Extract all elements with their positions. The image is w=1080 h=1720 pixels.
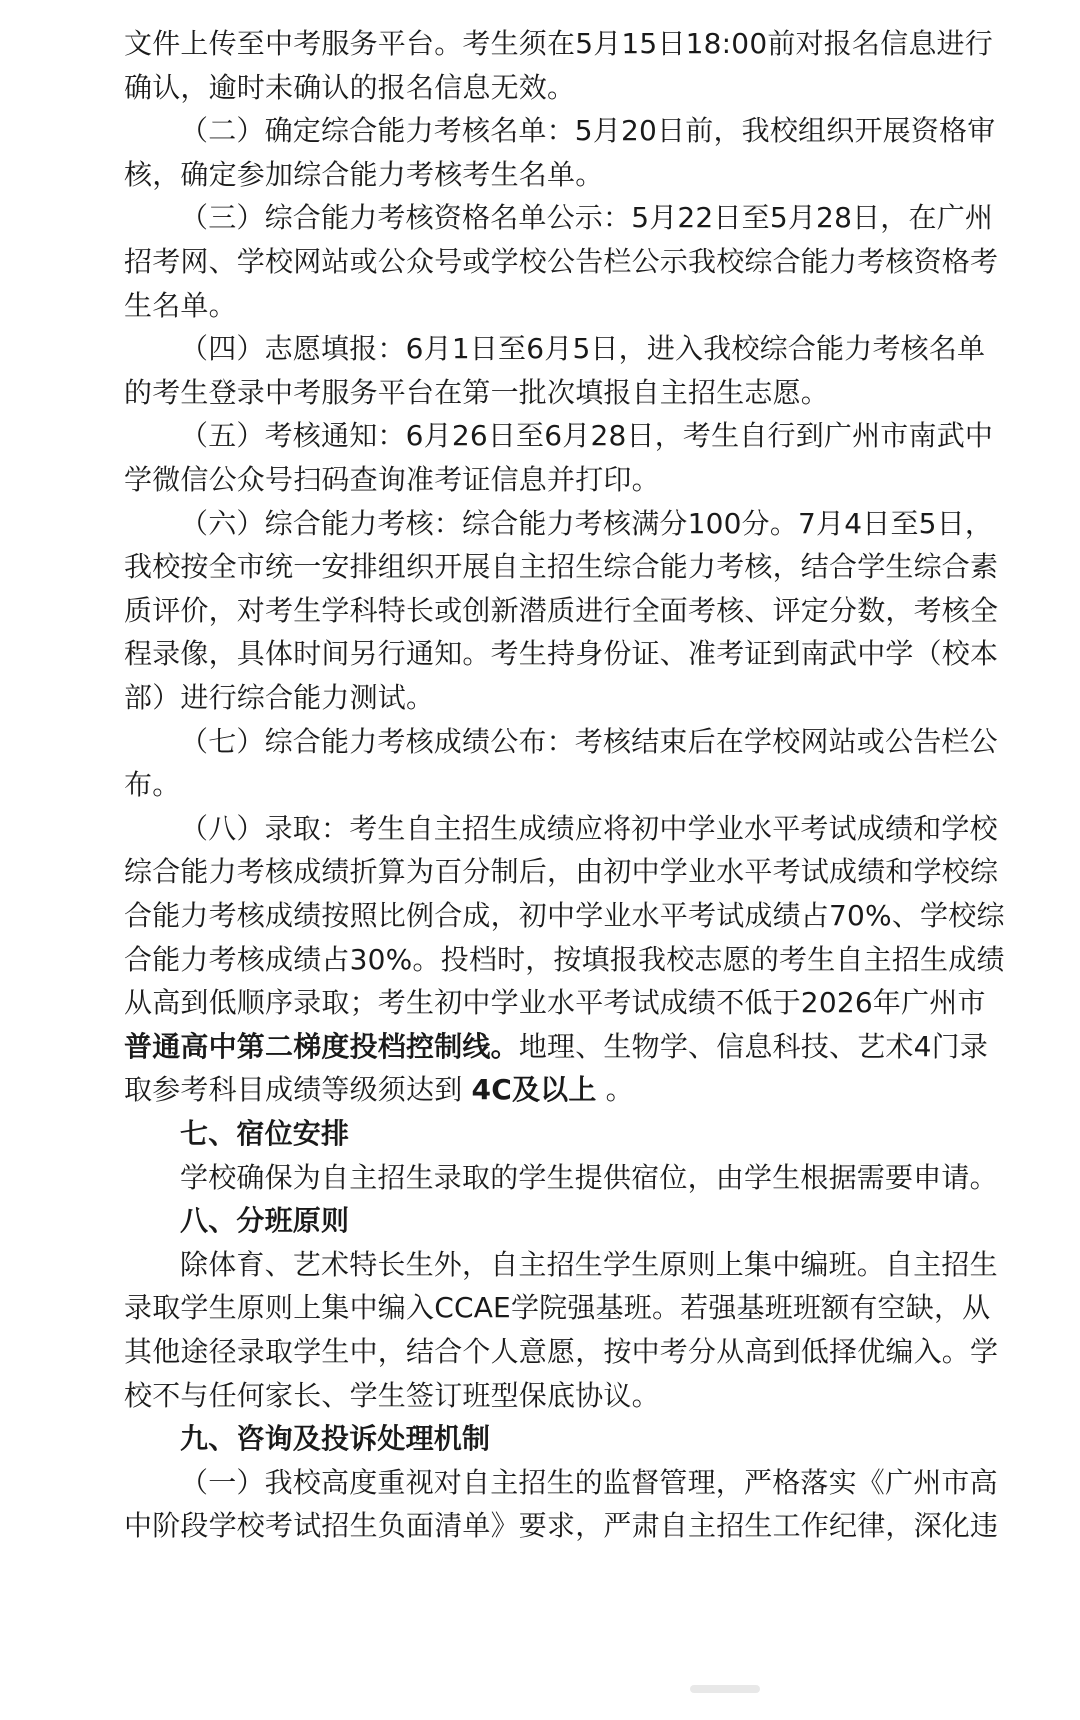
section-heading: 七、宿位安排 [180, 1117, 350, 1150]
text-line: （六）综合能力考核：综合能力考核满分100分。7月4日至5日， [180, 506, 994, 540]
text-line: 程录像，具体时间另行通知。考生持身份证、准考证到南武中学（校本 [124, 637, 999, 671]
text-line: 的考生登录中考服务平台在第一批次填报自主招生志愿。 [124, 375, 830, 409]
text-line: 确认，逾时未确认的报名信息无效。 [124, 70, 576, 104]
text-line: 录取学生原则上集中编入CCAE学院强基班。若强基班班额有空缺，从 [124, 1291, 991, 1325]
text-line: （一）我校高度重视对自主招生的监督管理，严格落实《广州市高 [180, 1465, 998, 1499]
text-line: （四）志愿填报：6月1日至6月5日，进入我校综合能力考核名单 [180, 332, 986, 366]
text-line: 合能力考核成绩按照比例合成，初中学业水平考试成绩占70%、学校综 [124, 899, 1005, 932]
text-line: （七）综合能力考核成绩公布：考核结束后在学校网站或公告栏公 [180, 724, 998, 758]
text-line: 校不与任何家长、学生签订班型保底协议。 [124, 1378, 660, 1412]
text-line: （三）综合能力考核资格名单公示：5月22日至5月28日，在广州 [180, 201, 994, 235]
text-segment: 取参考科目成绩等级须达到 [124, 1073, 472, 1107]
section-heading: 九、咨询及投诉处理机制 [180, 1422, 491, 1456]
text-line: 除体育、艺术特长生外，自主招生学生原则上集中编班。自主招生 [180, 1247, 998, 1281]
emphasis-text: 普通高中第二梯度投档控制线。 [124, 1029, 519, 1063]
text-line: 质评价，对考生学科特长或创新潜质进行全面考核、评定分数，考核全 [124, 593, 999, 627]
text-line: 生名单。 [124, 288, 237, 322]
text-line: 其他途径录取学生中，结合个人意愿，按中考分从高到低择优编入。学 [124, 1335, 999, 1368]
text-line: 部）进行综合能力测试。 [124, 681, 435, 714]
text-line: 中阶段学校考试招生负面清单》要求，严肃自主招生工作纪律，深化违 [124, 1509, 999, 1543]
text-line: 从高到低顺序录取；考生初中学业水平考试成绩不低于2026年广州市 [124, 986, 986, 1020]
section-heading: 八、分班原则 [180, 1204, 350, 1238]
text-segment: 。 [596, 1073, 634, 1107]
text-line: 布。 [124, 768, 181, 802]
text-line: （五）考核通知：6月26日至6月28日，考生自行到广州市南武中 [180, 419, 994, 453]
text-line: 学微信公众号扫码查询准考证信息并打印。 [124, 463, 660, 496]
text-line: 学校确保为自主招生录取的学生提供宿位，由学生根据需要申请。 [180, 1160, 998, 1194]
text-line: 合能力考核成绩占30%。投档时，按填报我校志愿的考生自主招生成绩 [124, 942, 1005, 976]
text-segment: 地理、生物学、信息科技、艺术4门录 [518, 1029, 989, 1063]
text-line [124, 1067, 634, 1113]
text-line: 招考网、学校网站或公众号或学校公告栏公示我校综合能力考核资格考 [124, 245, 999, 278]
text-line: 核，确定参加综合能力考核考生名单。 [124, 157, 604, 191]
text-line [124, 1024, 988, 1070]
text-line: （八）录取：考生自主招生成绩应将初中学业水平考试成绩和学校 [180, 811, 998, 845]
text-line: 我校按全市统一安排组织开展自主招生综合能力考核，结合学生综合素 [124, 550, 999, 584]
text-line: 文件上传至中考服务平台。考生须在5月15日18:00前对报名信息进行 [124, 27, 993, 60]
emphasis-text: 4C及以上 [471, 1073, 597, 1107]
scan-smudge [690, 1685, 760, 1693]
text-line: 综合能力考核成绩折算为百分制后，由初中学业水平考试成绩和学校综 [124, 855, 999, 889]
text-line: （二）确定综合能力考核名单：5月20日前，我校组织开展资格审 [180, 114, 996, 148]
